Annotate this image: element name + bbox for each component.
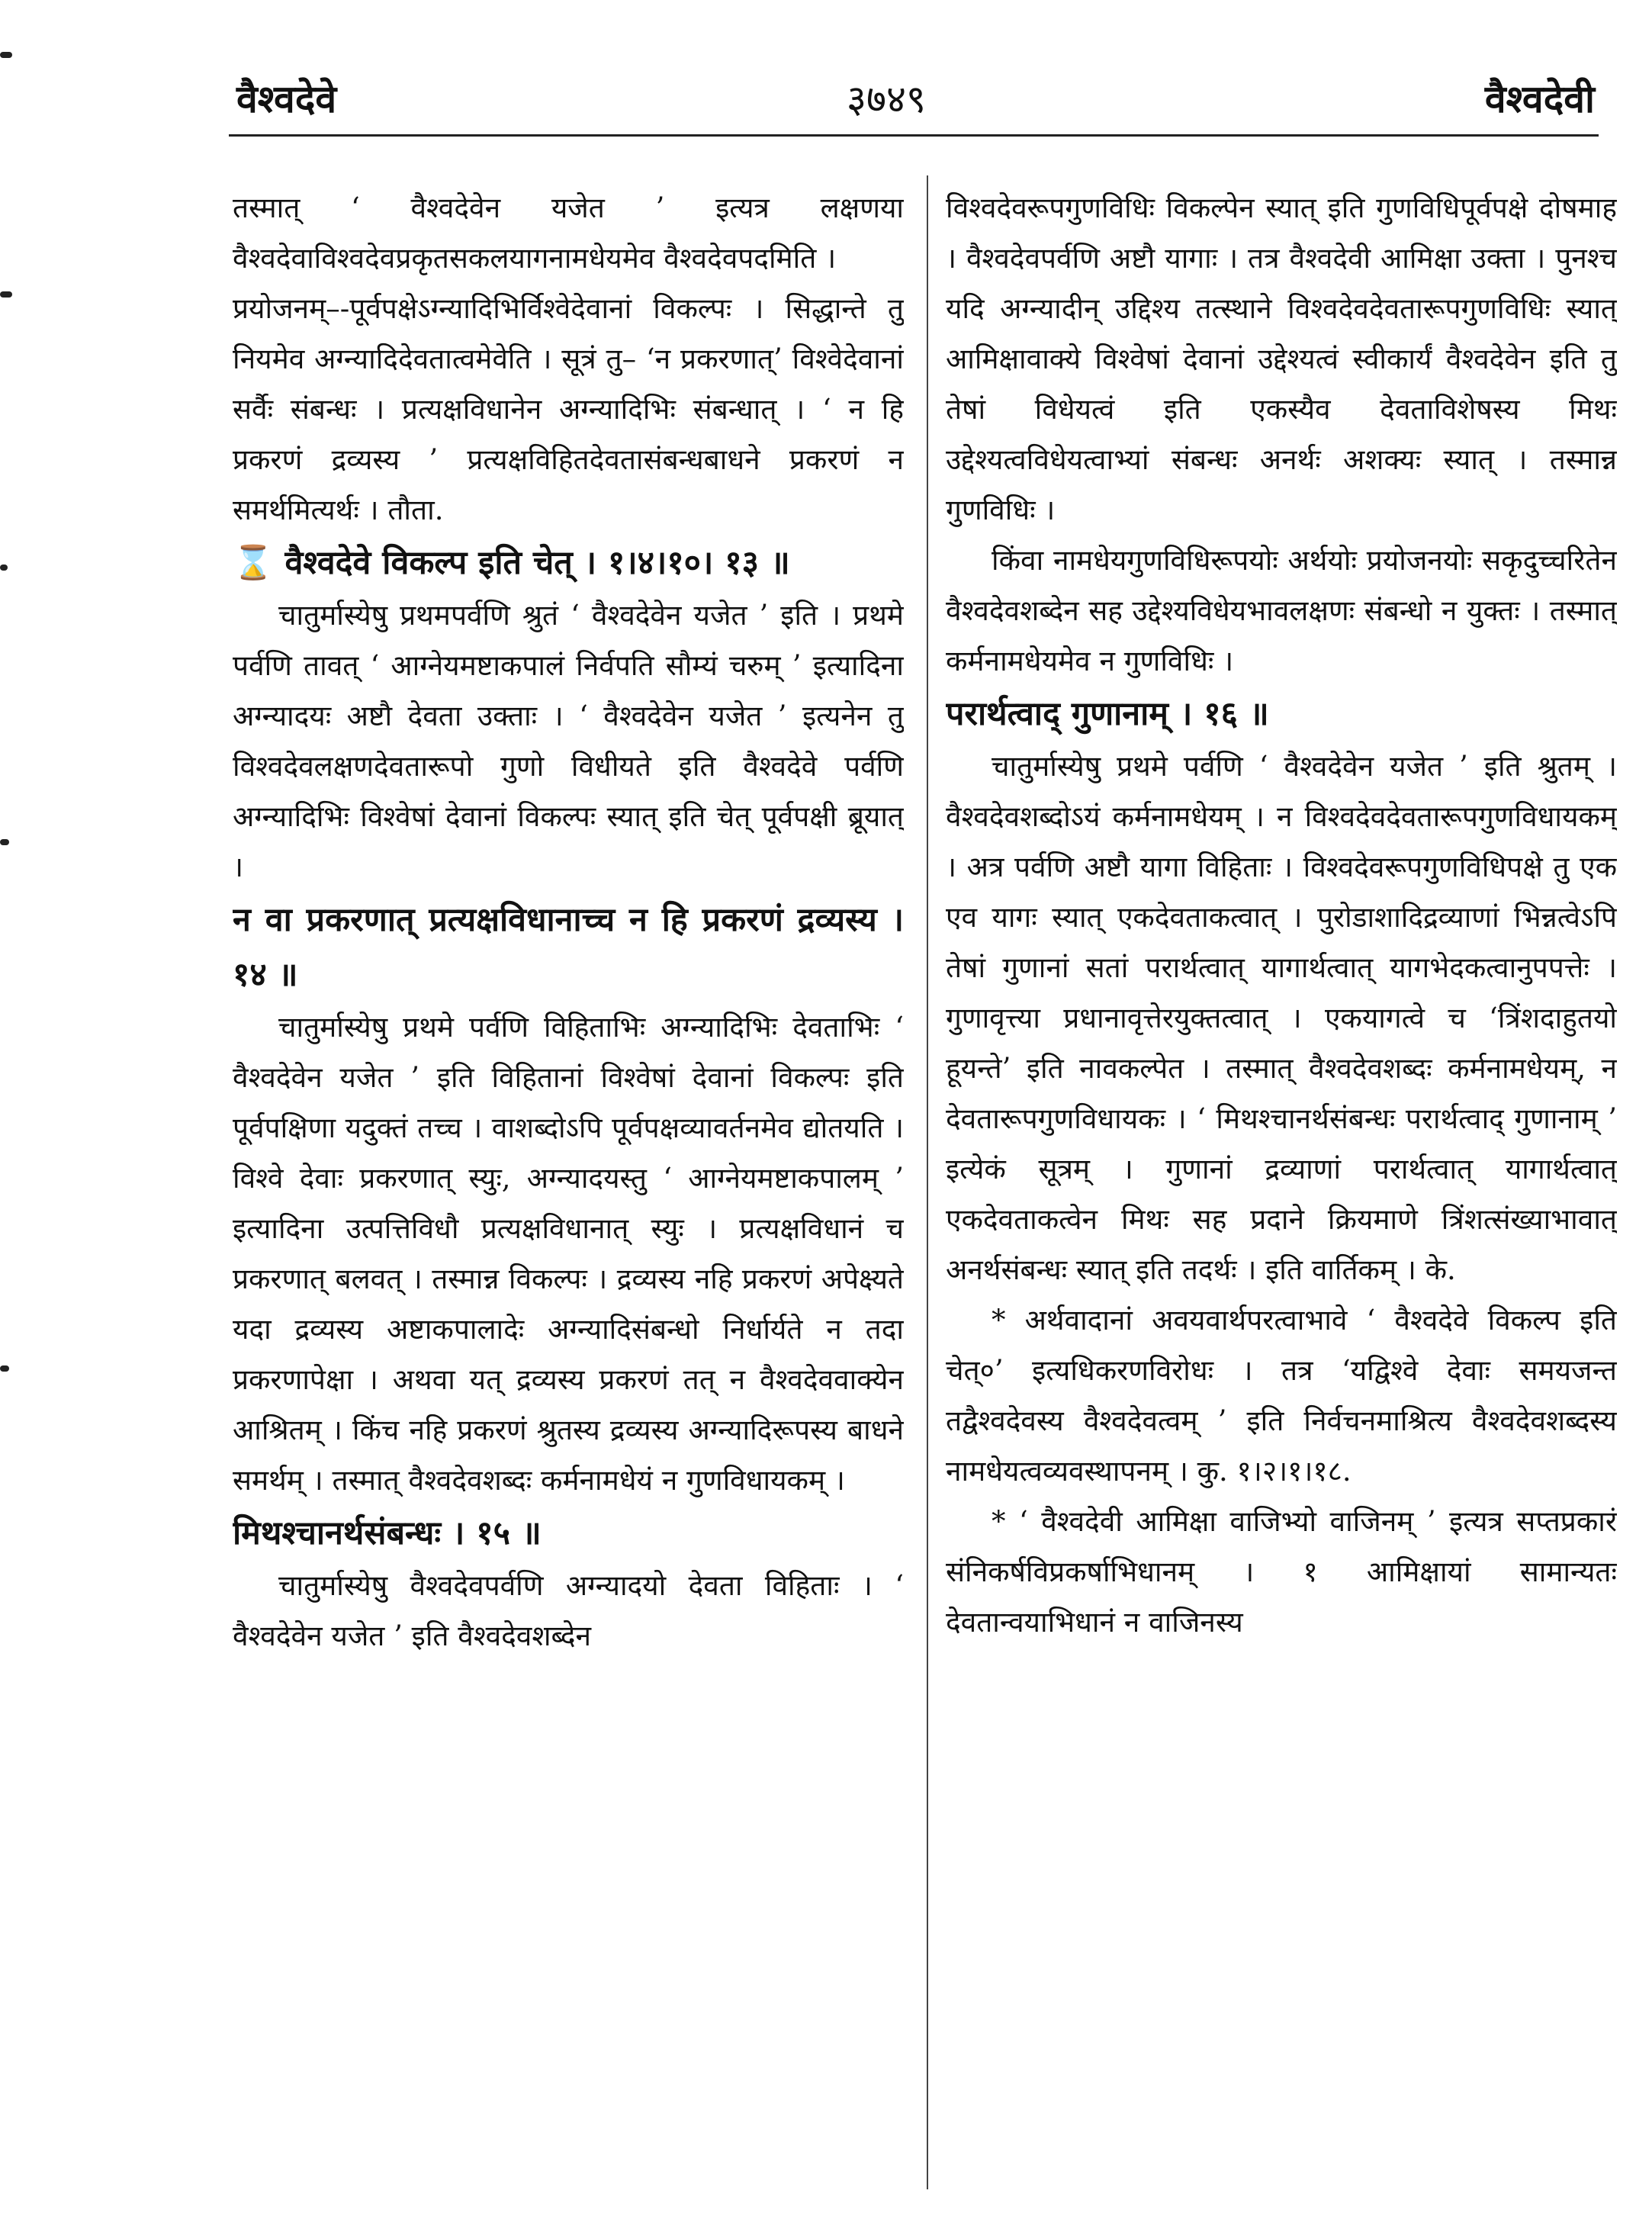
sutra-heading: मिथश्चानर्थसंबन्धः । १५ ॥ xyxy=(233,1514,542,1552)
sutra-heading: न वा प्रकरणात् प्रत्यक्षविधानाच्च न हि प्रकरणं द्रव्यस्य । १४ ॥ xyxy=(233,901,904,994)
sutra-heading: परार्थत्वाद् गुणानाम् । १६ ॥ xyxy=(946,695,1269,733)
paragraph: चातुर्मास्येषु प्रथमे पर्वणि ‘ वैश्वदेवेन यजेत ’ इति श्रुतम् । वैश्वदेवशब्दोऽयं कर्मनामधेयम् । न विश्वदेवदेवतारूपगुणविधायकम् । अत्र पर्वणि अष्टौ यागा विहिताः । विश्वदेवरूपगुणविधिपक्षे तु एक एव यागः स्यात् एकदेवताकत्वात् । पुरोडाशादिद्रव्याणां भिन्नत्वेऽपि तेषां गुणानां सतां परार्थत्वात् यागार्थत्वात् यागभेदकत्वानुपपत्तेः । गुणावृत्त्या प्रधानावृत्तेरयुक्तत्वात् । एकयागत्वे च ‘त्रिंशदाहुतयो हूयन्ते’ इति नावकल्पेत । तस्मात् वैश्वदेवशब्दः कर्मनामधेयम्, न देवतारूपगुणविधायकः । ‘ मिथश्चानर्थसंबन्धः परार्थत्वाद् गुणानाम् ’ इत्येकं सूत्रम् । गुणानां द्रव्याणां परार्थत्वात् यागार्थत्वात् एकदेवताकत्वेन मिथः सह प्रदाने क्रियमाणे त्रिंशत्संख्याभावात् अनर्थसंबन्धः स्यात् इति तदर्थः । इति वार्तिकम् । के. xyxy=(946,750,1617,1286)
paragraph: * अर्थवादानां अवयवार्थपरत्वाभावे ‘ वैश्वदेवे विकल्प इति चेत्०’ इत्यधिकरणविरोधः । तत्र ‘यद्विश्वे देवाः समयजन्त तद्वैश्वदेवस्य वैश्वदेवत्वम् ’ इति निर्वचनमाश्रित्य वैश्वदेवशब्दस्य नामधेयत्वव्यवस्थापनम् । कु. १।२।१।१८. xyxy=(946,1304,1617,1488)
paragraph: * ‘ वैश्वदेवी आमिक्षा वाजिभ्यो वाजिनम् ’ इत्यत्र सप्तप्रकारं संनिकर्षविप्रकर्षाभिधानम् । १ आमिक्षायां सामान्यतः देवतान्वयाभिधानं न वाजिनस्य xyxy=(946,1505,1617,1639)
paragraph: चातुर्मास्येषु प्रथमपर्वणि श्रुतं ‘ वैश्वदेवेन यजेत ’ इति । प्रथमे पर्वणि तावत् ‘ आग्नेयमष्टाकपालं निर्वपति सौम्यं चरुम् ’ इत्यादिना अग्न्यादयः अष्टौ देवता उक्ताः । ‘ वैश्वदेवेन यजेत ’ इत्यनेन तु विश्वदेवलक्षणदेवतारूपो गुणो विधीयते इति वैश्वदेवे पर्वणि अग्न्यादिभिः विश्वेषां देवानां विकल्पः स्यात् इति चेत् पूर्वपक्षी ब्रूयात् । xyxy=(233,599,904,883)
running-head-left: वैश्वदेवे xyxy=(236,76,337,121)
left-column xyxy=(233,183,904,2197)
margin-mark xyxy=(0,291,12,298)
page-number: ३७४९ xyxy=(847,77,926,121)
margin-mark xyxy=(0,565,8,571)
paragraph: किंवा नामधेयगुणविधिरूपयोः अर्थयोः प्रयोजनयोः सकृदुच्चरितेन वैश्वदेवशब्देन सह उद्देश्यविधेयभावलक्षणः संबन्धो न युक्तः । तस्मात् कर्मनामधेयमेव न गुणविधिः । xyxy=(946,544,1617,677)
header-rule xyxy=(229,134,1599,137)
column-divider xyxy=(927,175,928,2189)
sutra-heading: ⌛ वैश्वदेवे विकल्प इति चेत् । १।४।१०। १३ ॥ xyxy=(233,544,790,582)
margin-mark xyxy=(0,839,9,845)
paragraph: प्रयोजनम्–-पूर्वपक्षेऽग्न्यादिभिर्विश्वेदेवानां विकल्पः । सिद्धान्ते तु नियमेव अग्न्यादिदेवतात्वमेवेति । सूत्रं तु– ‘न प्रकरणात्’ विश्वेदेवानां सर्वैः संबन्धः । प्रत्यक्षविधानेन अग्न्यादिभिः संबन्धात् । ‘ न हि प्रकरणं द्रव्यस्य ’ प्रत्यक्षविहितदेवतासंबन्धबाधने प्रकरणं न समर्थमित्यर्थः । तौता. xyxy=(233,292,904,526)
paragraph: चातुर्मास्येषु वैश्वदेवपर्वणि अग्न्यादयो देवता विहिताः । ‘ वैश्वदेवेन यजेत ’ इति वैश्वदेवशब्देन xyxy=(233,1569,904,1652)
margin-mark xyxy=(0,52,12,58)
running-head-right: वैश्वदेवी xyxy=(1484,76,1595,121)
paragraph: चातुर्मास्येषु प्रथमे पर्वणि विहिताभिः अग्न्यादिभिः देवताभिः ‘ वैश्वदेवेन यजेत ’ इति विहितानां विश्वेषां देवानां विकल्पः इति पूर्वपक्षिणा यदुक्तं तच्च । वाशब्दोऽपि पूर्वपक्षव्यावर्तनमेव द्योतयति । विश्वे देवाः प्रकरणात् स्युः, अग्न्यादयस्तु ‘ आग्नेयमष्टाकपालम् ’ इत्यादिना उत्पत्तिविधौ प्रत्यक्षविधानात् स्युः । प्रत्यक्षविधानं च प्रकरणात् बलवत् । तस्मान्न विकल्पः । द्रव्यस्य नहि प्रकरणं अपेक्ष्यते यदा द्रव्यस्य अष्टाकपालादेः अग्न्यादिसंबन्धो निर्धार्यते न तदा प्रकरणापेक्षा । अथवा यत् द्रव्यस्य प्रकरणं तत् न वैश्वदेववाक्येन आश्रितम् । किंच नहि प्रकरणं श्रुतस्य द्रव्यस्य अग्न्यादिरूपस्य बाधने समर्थम् । तस्मात् वैश्वदेवशब्दः कर्मनामधेयं न गुणविधायकम् । xyxy=(233,1011,904,1497)
paragraph: तस्मात् ‘ वैश्वदेवेन यजेत ’ इत्यत्र लक्षणया वैश्वदेवाविश्वदेवप्रकृतसकलयागनामधेयमेव वैश्वदेवपदमिति । xyxy=(233,191,904,275)
paragraph: विश्वदेवरूपगुणविधिः विकल्पेन स्यात् इति गुणविधिपूर्वपक्षे दोषमाह । वैश्वदेवपर्वणि अष्टौ यागाः । तत्र वैश्वदेवी आमिक्षा उक्ता । पुनश्च यदि अग्न्यादीन् उद्दिश्य तत्स्थाने विश्वदेवदेवतारूपगुणविधिः स्यात् आमिक्षावाक्ये विश्वेषां देवानां उद्देश्यत्वं स्वीकार्यं वैश्वदेवेन इति तु तेषां विधेयत्वं इति एकस्यैव देवताविशेषस्य मिथः उद्देश्यत्वविधेयत्वाभ्यां संबन्धः अनर्थः अशक्यः स्यात् । तस्मान्न गुणविधिः । xyxy=(946,191,1617,526)
margin-mark xyxy=(0,1365,9,1372)
right-column xyxy=(946,183,1617,2197)
